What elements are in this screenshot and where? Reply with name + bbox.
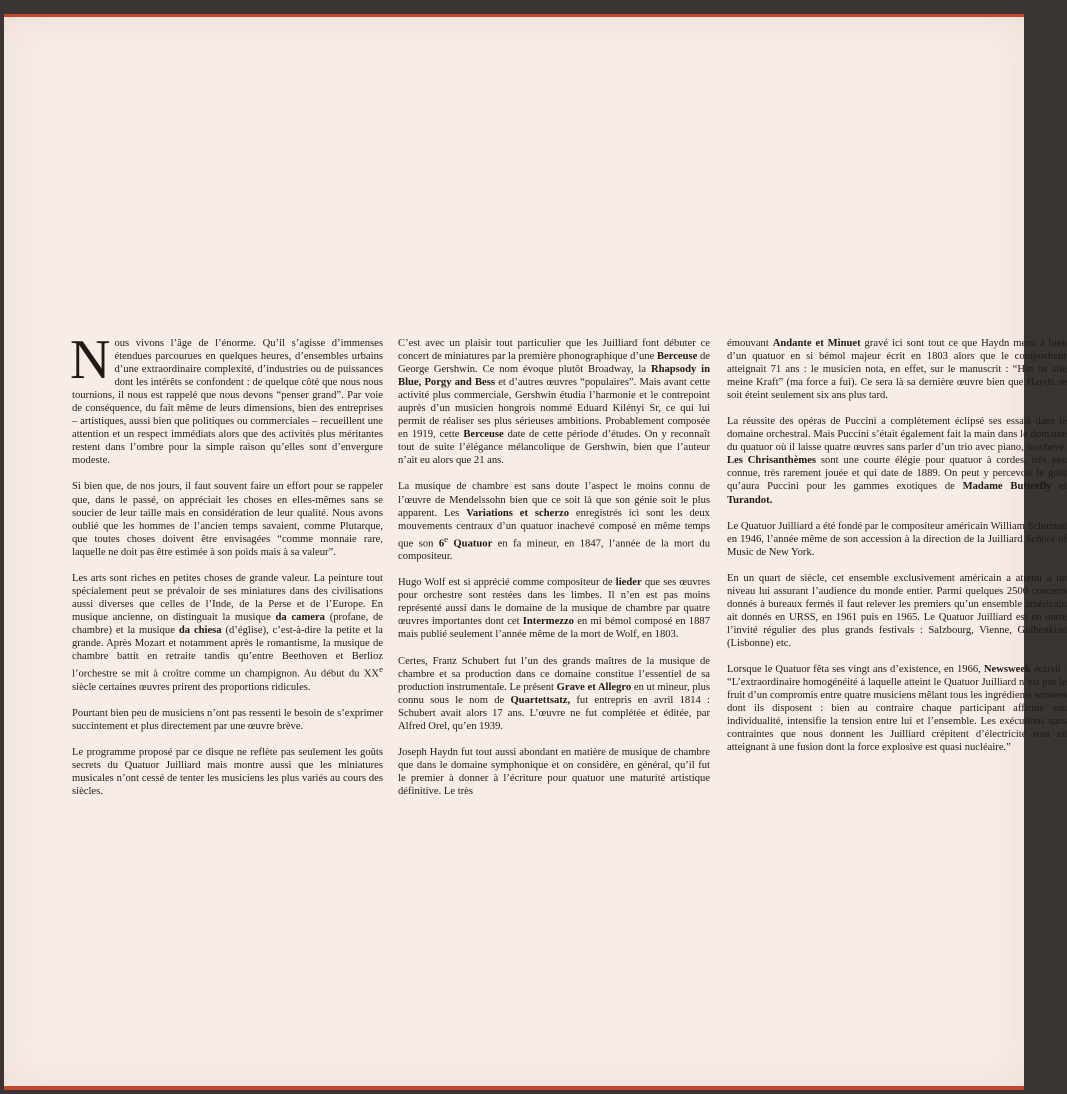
paragraph-text: ous vivons l’âge de l’énorme. Qu’il s’agisse d’immenses étendues parcourues en quelques heures, d’ensembles urbains d’une extraordinaire complexité, d’industries ou de puissances dont les intérêts se confondent : de quelque côté que nous nous tournions, il nous est rappelé que nous devons “penser grand”. Par voie de conséquence, du fait même de leurs dimensions, bien des entreprises – artistiques, aussi bien que politiques ou commerciales – recueillent une attention et un respect immédiats alors que des activités plus méritantes restent dans l’ombre pour la simple raison qu’elles sont d’envergure modeste. — [72, 338, 383, 467]
publication-name: Newsweek — [983, 663, 1031, 675]
work-title: Berceuse — [463, 429, 504, 441]
work-title: Quatuor — [448, 538, 493, 550]
drop-cap: N — [70, 329, 111, 391]
column-3 — [727, 337, 1067, 767]
text: en ut mineur, plus connu sous le nom de — [398, 681, 710, 706]
text: La réussite des opéras de Puccini a complètement éclipsé ses essais dans le domaine orchestral. Mais Puccini s’était également fait la main dans le domaine du quatuor où il laisse quatre œuvres sans parler d’un trio avec piano, inachevé. — [727, 416, 1067, 454]
work-title: 6 — [438, 538, 445, 550]
paragraph — [398, 337, 710, 467]
paragraph — [398, 655, 710, 733]
term: da chiesa — [178, 624, 222, 636]
work-title: Quartettsatz, — [510, 694, 571, 706]
text: La musique de chambre est sans doute l’aspect le moins connu de l’œuvre de Mendelssohn bien que ce soit là que son génie soit le plus apparent. Les — [398, 481, 710, 519]
text: siècle certaines œuvres prirent des proportions ridicules. — [72, 681, 311, 693]
text: écrivit : “L’extraordinaire homogénéité à laquelle atteint le Quatuor Juilliard n’est pas le fruit d’un compromis entre quatre musiciens mêlant tous les ingrédients sonores dont ils disposent : bien au contraire chaque participant affirme son individualité, intensifie la tension entre lui et l’ensemble. Les exécutions sans contraintes que nous donnent les Juilliard crépitent d’électricité tout en atteignant à une fusion dont la force explosive est quasi nucléaire.” — [727, 663, 1067, 754]
text: en mi bémol composé en 1887 mais publié seulement l’année même de la mort de Wolf, en 1803. — [398, 616, 710, 641]
text: Les arts sont riches en petites choses de grande valeur. La peinture tout spécialement peut se prévaloir de ses miniatures dans des civilisations aussi diverses que celles de l’Inde, de la Perse et de l’Europe. En musique ancienne, on distinguait la musique — [72, 572, 383, 623]
text: (d’église), c’est-à-dire la petite et la grande. Après Mozart et notamment après le romantisme, la musique de chambre battit en retraite tandis qu’entre Beethoven et Berlioz l’orchestre se mit à croître comme un champignon. Au début du XX — [72, 624, 384, 680]
paragraph — [727, 337, 1067, 402]
work-title: Intermezzo — [522, 616, 574, 628]
text: que ses œuvres pour orchestre sont restées dans les limbes. Il n’en est pas moins représenté aussi dans le domaine de la musique de chambre par quatre œuvres importantes dont cet — [398, 577, 710, 628]
text: (profane, de chambre) et la musique — [72, 611, 383, 636]
text: C’est avec un plaisir tout particulier que les Juilliard font débuter ce concert de miniatures par la première phonographique d’une — [398, 338, 710, 363]
text: Lorsque le Quatuor fêta ses vingt ans d’existence, en 1966, — [727, 663, 984, 675]
paragraph: Le Quatuor Juilliard a été fondé par le compositeur américain William Schuman en 1946, l’année même de son accession à la direction de la Juilliard School of Music de New York. — [727, 520, 1067, 558]
work-title: Les Chrisanthèmes — [727, 455, 817, 467]
text: gravé ici sont tout ce que Haydn mena à bien d’un quatuor en si bémol majeur écrit en 1803 alors que le compositeur atteignait 71 ans : le musicien nota, en effet, sur le manuscrit : “Hin ist alle meine Kraft” (ma force a fui). Ce sera là sa dernière œuvre bien que Haydn se soit éteint seulement six ans plus tard. — [727, 338, 1067, 402]
text: enregistrés ici sont les deux mouvements centraux d’un quatuor inachevé composé en même temps que son — [398, 507, 710, 550]
paragraph — [398, 576, 710, 641]
work-title: Variations et scherzo — [466, 507, 570, 519]
text: fut entrepris en avril 1814 : Schubert avait alors 17 ans. L’œuvre ne fut complétée et éditée, par Alfred Orel, qu’en 1939. — [398, 694, 710, 732]
paragraph: En un quart de siècle, cet ensemble exclusivement américain a atteint à un niveau lui assurant l’audience du monde entier. Parmi quelques 2500 concerts donnés à bureaux fermés il faut relever les premiers qu’un ensemble américain ait donnés en URSS, en 1961 puis en 1965. Le Quatuor Juilliard est en outre l’invité régulier des plus grands festivals : Salzbourg, Vienne, Gulbenkian (Lisbonne) etc. — [727, 572, 1067, 649]
paragraph — [72, 572, 383, 694]
column-1 — [70, 329, 384, 811]
text: et — [1051, 481, 1067, 493]
work-title: Andante et Minuet — [772, 338, 861, 349]
paragraph — [70, 329, 383, 467]
text: sont une courte élégie pour quatuor à cordes, très peu connue, très rarement jouée et qui date de 1889. On peut y percevoir le goût qu’aura Puccini pour les gammes exotiques de — [727, 455, 1067, 493]
paragraph: Si bien que, de nos jours, il faut souvent faire un effort pour se rappeler que, dans le passé, on appréciait les choses en elles-mêmes sans se soucier de leur taille mais en considération de leur qualité. Nous avons oublié que les hommes de l’ancien temps savaient, comme Plutarque, que toutes choses doivent être envisagées “comme monnaie rare, laquelle ne doit pas être estimée à son poids mais à sa valeur”. — [72, 481, 383, 558]
column-2 — [398, 337, 710, 811]
text: date de cette période d’études. On y reconnaît tout de suite l’élégance mélancolique de Gershwin, bien que l’auteur n’ait eu alors que 21 ans. — [398, 429, 710, 467]
paragraph — [727, 415, 1067, 506]
term: da camera — [275, 611, 325, 623]
term: lieder — [615, 577, 642, 589]
work-title: Madame Butterfly — [962, 481, 1052, 493]
paragraph — [398, 480, 710, 563]
text: en fa mineur, en 1847, l’année de la mort du compositeur. — [398, 538, 710, 563]
text: Certes, Franz Schubert fut l’un des grands maîtres de la musique de chambre et sa production dans ce domaine constitue l’essentiel de sa production instrumentale. Le présent — [398, 655, 710, 693]
work-title: Turandot. — [727, 494, 773, 506]
paragraph: Le programme proposé par ce disque ne reflète pas seulement les goûts secrets du Quatuor Juilliard mais montre aussi que les miniatures musicales n’ont cessé de tenter les musiciens les plus variés au cours des siècles. — [72, 746, 383, 797]
superscript: e — [379, 664, 383, 675]
work-title: Berceuse — [656, 351, 698, 363]
text: émouvant — [727, 338, 773, 349]
superscript: e — [444, 533, 449, 544]
sleeve-edge — [4, 1086, 1024, 1090]
text: Hugo Wolf est si apprécié comme compositeur de — [398, 577, 616, 589]
text: et d’autres œuvres “populaires”. Mais avant cette activité plus commerciale, Gershwin étudia l’harmonie et le contrepoint auprès d’un musicien hongrois nommé Eduard Kilényi Sr, ce qui lui permit de réaliser ses plus sérieuses ambitions. Probablement composée en 1919, cette — [398, 377, 711, 441]
text: de George Gershwin. Ce nom évoque plutôt Broadway, la — [398, 351, 710, 376]
paragraph — [727, 663, 1067, 754]
work-title: Rhapsody in Blue, Porgy and Bess — [398, 364, 710, 389]
paragraph: Joseph Haydn fut tout aussi abondant en matière de musique de chambre que dans le domaine symphonique et on considère, en général, qu’il fut le premier à donner à l’écriture pour quatuor une maturité artistique définitive. Le très — [398, 746, 710, 797]
paragraph: Pourtant bien peu de musiciens n’ont pas ressenti le besoin de s’exprimer succintement et plus directement par une œuvre brève. — [72, 707, 383, 732]
work-title: Grave et Allegro — [556, 681, 632, 693]
